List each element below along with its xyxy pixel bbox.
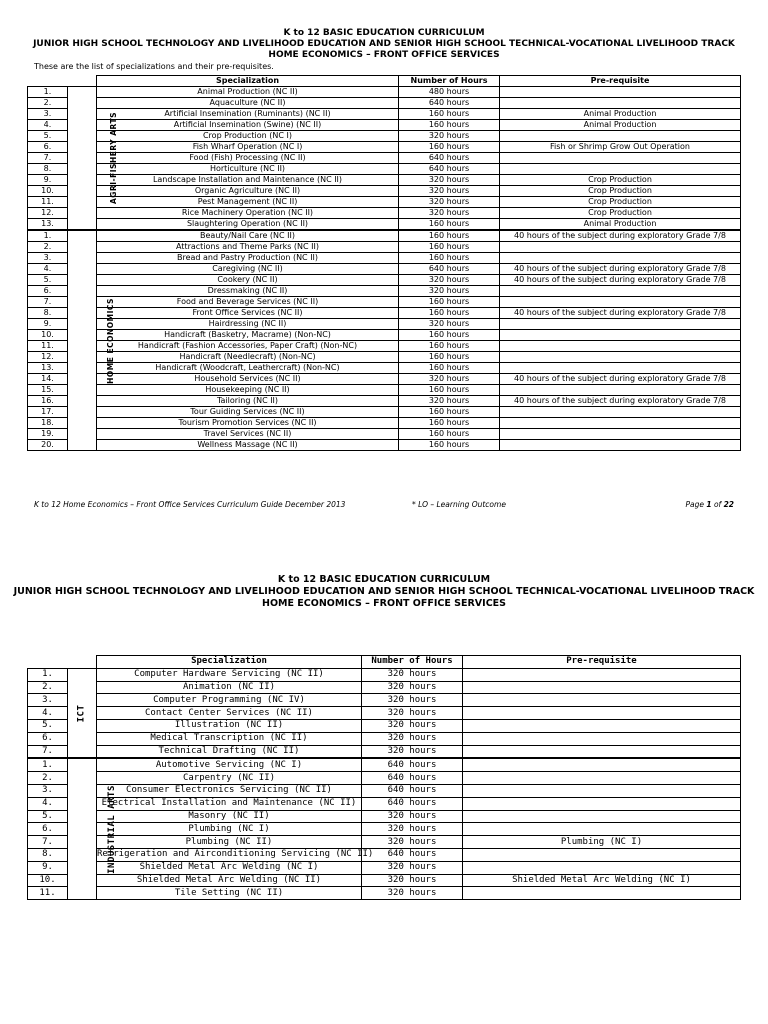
hours-cell: 320 hours (399, 286, 500, 297)
row-number: 7. (28, 297, 68, 308)
hours-cell: 320 hours (362, 707, 463, 720)
prerequisite-cell (500, 164, 741, 175)
prerequisite-cell (463, 861, 741, 874)
hours-cell: 160 hours (399, 429, 500, 440)
specialization-cell: Travel Services (NC II) (97, 429, 399, 440)
table-row (28, 175, 741, 186)
hours-cell: 160 hours (399, 219, 500, 231)
row-number: 3. (28, 694, 68, 707)
hours-cell: 160 hours (399, 341, 500, 352)
hours-cell: 320 hours (362, 681, 463, 694)
prerequisite-cell: 40 hours of the subject during exploratory Grade 7/8 (500, 275, 741, 286)
row-number: 6. (28, 286, 68, 297)
hours-cell: 640 hours (362, 758, 463, 771)
prerequisite-cell (500, 385, 741, 396)
hours-cell: 320 hours (399, 319, 500, 330)
table-row (28, 363, 741, 374)
hours-cell: 640 hours (399, 164, 500, 175)
specialization-cell: Pest Management (NC II) (97, 197, 399, 208)
row-number: 11. (28, 197, 68, 208)
hours-cell: 320 hours (399, 175, 500, 186)
prerequisite-cell (463, 732, 741, 745)
specialization-cell: Caregiving (NC II) (97, 264, 399, 275)
hours-cell: 320 hours (362, 887, 463, 900)
row-number: 6. (28, 823, 68, 836)
table-row (28, 407, 741, 418)
table-row (28, 87, 741, 98)
hours-cell: 160 hours (399, 418, 500, 429)
specialization-cell: Rice Machinery Operation (NC II) (97, 208, 399, 219)
header-line-3: HOME ECONOMICS – FRONT OFFICE SERVICES (262, 598, 506, 609)
hours-cell: 320 hours (362, 732, 463, 745)
table-row (28, 186, 741, 197)
hours-cell: 320 hours (399, 197, 500, 208)
row-number: 9. (28, 175, 68, 186)
prerequisite-cell (500, 153, 741, 164)
row-number: 9. (28, 319, 68, 330)
prerequisite-cell: Animal Production (500, 120, 741, 131)
prerequisite-cell (463, 784, 741, 797)
header-line-1: K to 12 BASIC EDUCATION CURRICULUM (277, 574, 491, 585)
specialization-cell: Refrigeration and Airconditioning Servicing (NC II) (97, 849, 374, 860)
prerequisite-cell (500, 98, 741, 109)
specialization-cell: Cookery (NC II) (97, 275, 399, 286)
specialization-cell: Handicraft (Woodcraft, Leathercraft) (Non-NC) (97, 363, 399, 374)
row-number: 18. (28, 418, 68, 429)
row-number: 8. (28, 308, 68, 319)
footer-page-number: Page 1 of 22 (685, 500, 734, 509)
specialization-cell: Animal Production (NC II) (97, 87, 399, 98)
prerequisite-cell: 40 hours of the subject during exploratory Grade 7/8 (500, 264, 741, 275)
table-row (28, 848, 741, 861)
hours-cell: 160 hours (399, 109, 500, 120)
prerequisite-cell (500, 319, 741, 330)
row-number: 19. (28, 429, 68, 440)
hours-cell: 320 hours (362, 719, 463, 732)
row-number: 10. (28, 874, 68, 887)
row-number: 3. (28, 253, 68, 264)
row-number: 4. (28, 707, 68, 720)
table-row (28, 440, 741, 451)
row-number: 2. (28, 772, 68, 785)
specialization-cell: Food and Beverage Services (NC II) (97, 297, 399, 308)
table-row (28, 164, 741, 175)
table-row (28, 109, 741, 120)
prerequisite-cell (500, 440, 741, 451)
hours-cell: 320 hours (399, 131, 500, 142)
section-label-cell (68, 87, 119, 231)
col-specialization: Specialization (97, 656, 362, 669)
table-row (28, 758, 741, 771)
specialization-cell: Tile Setting (NC II) (97, 887, 362, 900)
row-number: 6. (28, 732, 68, 745)
hours-cell: 640 hours (362, 848, 463, 861)
row-number: 16. (28, 396, 68, 407)
table-row (28, 745, 741, 758)
hours-cell: 640 hours (399, 153, 500, 164)
table-row (28, 810, 741, 823)
prerequisite-cell (500, 87, 741, 98)
specializations-table-2 (27, 655, 741, 900)
table-row (28, 374, 741, 385)
table-row (28, 341, 741, 352)
prerequisite-cell: Shielded Metal Arc Welding (NC I) (463, 874, 741, 887)
header-line-1: K to 12 BASIC EDUCATION CURRICULUM (283, 28, 485, 38)
hours-cell: 160 hours (399, 407, 500, 418)
prerequisite-cell (500, 131, 741, 142)
prerequisite-cell: Plumbing (NC I) (463, 836, 741, 849)
specialization-cell: Handicraft (Basketry, Macrame) (Non-NC) (97, 330, 399, 341)
table-row (28, 418, 741, 429)
row-number: 13. (28, 219, 68, 231)
row-number: 20. (28, 440, 68, 451)
page-2-header (0, 574, 768, 610)
specialization-cell: Landscape Installation and Maintenance (NC II) (97, 175, 399, 186)
prerequisite-cell (500, 330, 741, 341)
hours-cell: 640 hours (362, 772, 463, 785)
intro-note: These are the list of specializations and their pre-requisites. (34, 62, 274, 71)
specialization-cell: Beauty/Nail Care (NC II) (97, 230, 399, 242)
table-row (28, 772, 741, 785)
hours-cell: 160 hours (399, 242, 500, 253)
row-number: 2. (28, 681, 68, 694)
row-number: 7. (28, 836, 68, 849)
table-row (28, 153, 741, 164)
specialization-cell: Artificial Insemination (Ruminants) (NC II) (97, 109, 399, 120)
specialization-cell: Technical Drafting (NC II) (97, 745, 362, 758)
specialization-cell: Plumbing (NC II) (97, 836, 362, 849)
table-row (28, 264, 741, 275)
hours-cell: 320 hours (362, 694, 463, 707)
table-row (28, 352, 741, 363)
prerequisite-cell: 40 hours of the subject during exploratory Grade 7/8 (500, 230, 741, 242)
specialization-cell: Household Services (NC II) (97, 374, 399, 385)
hours-cell: 320 hours (362, 668, 463, 681)
hours-cell: 320 hours (362, 874, 463, 887)
hours-cell: 320 hours (362, 810, 463, 823)
row-number: 15. (28, 385, 68, 396)
specialization-cell: Carpentry (NC II) (97, 772, 362, 785)
table-row (28, 668, 741, 681)
prerequisite-cell (500, 286, 741, 297)
prerequisite-cell (463, 681, 741, 694)
row-number: 12. (28, 352, 68, 363)
prerequisite-cell: Animal Production (500, 109, 741, 120)
specialization-cell: Dressmaking (NC II) (97, 286, 399, 297)
table-row (28, 230, 741, 242)
hours-cell: 320 hours (399, 275, 500, 286)
row-number: 2. (28, 242, 68, 253)
table-row (28, 142, 741, 153)
specialization-cell: Front Office Services (NC II) (97, 308, 399, 319)
row-number: 13. (28, 363, 68, 374)
specialization-cell: Hairdressing (NC II) (97, 319, 399, 330)
table-row (28, 396, 741, 407)
hours-cell: 320 hours (399, 208, 500, 219)
hours-cell: 640 hours (399, 264, 500, 275)
specialization-cell: Computer Programming (NC IV) (97, 694, 362, 707)
specialization-cell: Tourism Promotion Services (NC II) (97, 418, 399, 429)
row-number: 1. (28, 230, 68, 242)
specialization-cell: Attractions and Theme Parks (NC II) (97, 242, 399, 253)
row-number: 10. (28, 186, 68, 197)
table-row (28, 275, 741, 286)
row-number: 14. (28, 374, 68, 385)
section-label-cell (68, 230, 115, 451)
row-number: 1. (28, 668, 68, 681)
col-hours: Number of Hours (362, 656, 463, 669)
hours-cell: 320 hours (399, 186, 500, 197)
row-number: 11. (28, 341, 68, 352)
prerequisite-cell (463, 772, 741, 785)
table-row (28, 98, 741, 109)
specialization-cell: Illustration (NC II) (97, 719, 362, 732)
table-row (28, 823, 741, 836)
specialization-cell: Electrical Installation and Maintenance (NC II) (97, 797, 362, 810)
hours-cell: 160 hours (399, 120, 500, 131)
prerequisite-cell (500, 418, 741, 429)
table-row (28, 253, 741, 264)
table-row (28, 732, 741, 745)
hours-cell: 160 hours (399, 253, 500, 264)
hours-cell: 640 hours (399, 98, 500, 109)
section-label: ICT (76, 704, 87, 722)
specialization-cell: Automotive Servicing (NC I) (97, 758, 362, 771)
specialization-cell: Shielded Metal Arc Welding (NC I) (97, 861, 362, 874)
row-number: 5. (28, 275, 68, 286)
specialization-cell: Tour Guiding Services (NC II) (97, 407, 399, 418)
hours-cell: 320 hours (362, 836, 463, 849)
prerequisite-cell (500, 352, 741, 363)
prerequisite-cell (463, 758, 741, 771)
prerequisite-cell: Animal Production (500, 219, 741, 231)
table-row (28, 308, 741, 319)
specialization-cell: Aquaculture (NC II) (97, 98, 399, 109)
table-row (28, 836, 741, 849)
prerequisite-cell (500, 341, 741, 352)
hours-cell: 160 hours (399, 297, 500, 308)
prerequisite-cell: 40 hours of the subject during exploratory Grade 7/8 (500, 374, 741, 385)
prerequisite-cell: Crop Production (500, 175, 741, 186)
row-number: 8. (28, 848, 68, 861)
page-footer (34, 500, 734, 510)
row-number: 3. (28, 784, 68, 797)
header-line-3: HOME ECONOMICS – FRONT OFFICE SERVICES (268, 50, 500, 60)
prerequisite-cell (500, 407, 741, 418)
specialization-cell: Slaughtering Operation (NC II) (97, 219, 399, 231)
prerequisite-cell (463, 719, 741, 732)
specialization-cell: Handicraft (Fashion Accessories, Paper Craft) (Non-NC) (97, 341, 399, 352)
table-row (28, 694, 741, 707)
specialization-cell: Contact Center Services (NC II) (97, 707, 362, 720)
col-prerequisite: Pre-requisite (500, 76, 741, 87)
hours-cell: 160 hours (399, 142, 500, 153)
page-2 (0, 574, 768, 898)
col-prerequisite: Pre-requisite (463, 656, 741, 669)
row-number: 4. (28, 264, 68, 275)
row-number: 5. (28, 719, 68, 732)
specialization-cell: Bread and Pastry Production (NC II) (97, 253, 399, 264)
table-row (28, 784, 741, 797)
row-number: 5. (28, 131, 68, 142)
prerequisite-cell: 40 hours of the subject during exploratory Grade 7/8 (500, 396, 741, 407)
hours-cell: 640 hours (362, 784, 463, 797)
prerequisite-cell (463, 887, 741, 900)
hours-cell: 320 hours (362, 823, 463, 836)
prerequisite-cell (463, 694, 741, 707)
table-row (28, 286, 741, 297)
prerequisite-cell (463, 745, 741, 758)
specialization-cell: Housekeeping (NC II) (97, 385, 399, 396)
specialization-cell: Tailoring (NC II) (97, 396, 399, 407)
header-line-2: JUNIOR HIGH SCHOOL TECHNOLOGY AND LIVELIHOOD EDUCATION AND SENIOR HIGH SCHOOL TECHNICAL-VOCATIONAL LIVELIHOOD TRACK (13, 586, 755, 597)
prerequisite-cell (500, 297, 741, 308)
specialization-cell: Computer Hardware Servicing (NC II) (97, 668, 362, 681)
row-number: 6. (28, 142, 68, 153)
row-number: 12. (28, 208, 68, 219)
table-row (28, 208, 741, 219)
table-row (28, 681, 741, 694)
page-1 (0, 28, 768, 509)
prerequisite-cell (463, 707, 741, 720)
specialization-cell: Handicraft (Needlecraft) (Non-NC) (97, 352, 399, 363)
specialization-cell: Medical Transcription (NC II) (97, 732, 362, 745)
footer-lo-note: * LO – Learning Outcome (412, 500, 506, 509)
section-label-cell (68, 668, 97, 758)
footer-guide-title: K to 12 Home Economics – Front Office Services Curriculum Guide December 2013 (34, 500, 346, 509)
table-row (28, 707, 741, 720)
table-row (28, 242, 741, 253)
specialization-cell: Organic Agriculture (NC II) (97, 186, 399, 197)
row-number: 9. (28, 861, 68, 874)
table-row (28, 120, 741, 131)
prerequisite-cell: Fish or Shrimp Grow Out Operation (500, 142, 741, 153)
row-number: 1. (28, 758, 68, 771)
row-number: 7. (28, 153, 68, 164)
row-number: 7. (28, 745, 68, 758)
hours-cell: 320 hours (399, 374, 500, 385)
row-number: 10. (28, 330, 68, 341)
table-row (28, 874, 741, 887)
hours-cell: 640 hours (362, 797, 463, 810)
table-row (28, 719, 741, 732)
hours-cell: 160 hours (399, 308, 500, 319)
hours-cell: 160 hours (399, 385, 500, 396)
prerequisite-cell (463, 810, 741, 823)
row-number: 5. (28, 810, 68, 823)
col-specialization: Specialization (97, 76, 399, 87)
prerequisite-cell (463, 848, 741, 861)
table-row (28, 797, 741, 810)
table-row (28, 197, 741, 208)
row-number: 11. (28, 887, 68, 900)
prerequisite-cell (463, 797, 741, 810)
table-row (28, 131, 741, 142)
row-number: 17. (28, 407, 68, 418)
prerequisite-cell (463, 823, 741, 836)
hours-cell: 160 hours (399, 440, 500, 451)
specialization-cell: Consumer Electronics Servicing (NC II) (97, 784, 362, 797)
specialization-cell: Artificial Insemination (Swine) (NC II) (97, 120, 399, 131)
section-label: AGRI-FISHERY ARTS (109, 111, 119, 205)
specialization-cell: Horticulture (NC II) (97, 164, 399, 175)
table-row (28, 330, 741, 341)
hours-cell: 320 hours (399, 396, 500, 407)
prerequisite-cell: Crop Production (500, 186, 741, 197)
page-1-header (0, 28, 768, 61)
table-row (28, 861, 741, 874)
specialization-cell: Plumbing (NC I) (97, 823, 362, 836)
specialization-cell: Wellness Massage (NC II) (97, 440, 399, 451)
hours-cell: 160 hours (399, 363, 500, 374)
prerequisite-cell (500, 242, 741, 253)
row-number: 4. (28, 797, 68, 810)
table-row (28, 887, 741, 900)
prerequisite-cell (463, 668, 741, 681)
prerequisite-cell: Crop Production (500, 197, 741, 208)
prerequisite-cell (500, 363, 741, 374)
section-label: INDUSTRIAL ARTS (106, 784, 117, 874)
hours-cell: 160 hours (399, 230, 500, 242)
section-label: HOME ECONOMICS (105, 297, 115, 384)
row-number: 8. (28, 164, 68, 175)
prerequisite-cell: 40 hours of the subject during exploratory Grade 7/8 (500, 308, 741, 319)
table-row (28, 219, 741, 231)
hours-cell: 480 hours (399, 87, 500, 98)
prerequisite-cell (500, 429, 741, 440)
table-row (28, 429, 741, 440)
hours-cell: 160 hours (399, 352, 500, 363)
specialization-cell: Food (Fish) Processing (NC II) (97, 153, 399, 164)
table-row (28, 319, 741, 330)
row-number: 3. (28, 109, 68, 120)
specialization-cell: Masonry (NC II) (97, 810, 362, 823)
section-label-cell (68, 758, 117, 899)
row-number: 4. (28, 120, 68, 131)
hours-cell: 320 hours (362, 745, 463, 758)
table-row (28, 297, 741, 308)
hours-cell: 320 hours (362, 861, 463, 874)
prerequisite-cell (500, 253, 741, 264)
specialization-cell: Fish Wharf Operation (NC I) (97, 142, 399, 153)
header-line-2: JUNIOR HIGH SCHOOL TECHNOLOGY AND LIVELIHOOD EDUCATION AND SENIOR HIGH SCHOOL TECHNICAL-VOCATIONAL LIVELIHOOD TRACK (33, 39, 735, 49)
row-number: 1. (28, 87, 68, 98)
specialization-cell: Shielded Metal Arc Welding (NC II) (97, 874, 362, 887)
hours-cell: 160 hours (399, 330, 500, 341)
specialization-cell: Animation (NC II) (97, 681, 362, 694)
row-number: 2. (28, 98, 68, 109)
col-hours: Number of Hours (399, 76, 500, 87)
prerequisite-cell: Crop Production (500, 208, 741, 219)
table-row (28, 385, 741, 396)
specialization-cell: Crop Production (NC I) (97, 131, 399, 142)
specializations-table-1 (27, 75, 741, 451)
